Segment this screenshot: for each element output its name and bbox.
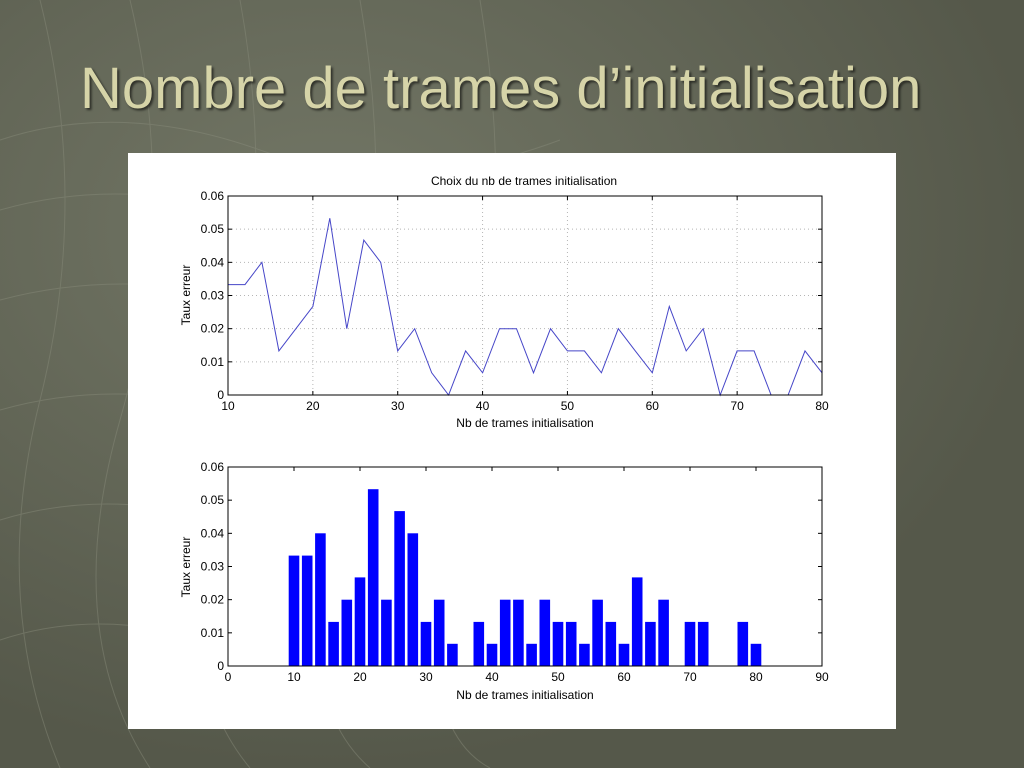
bar-chart-bar <box>658 600 669 666</box>
bar-chart-bar <box>434 600 445 666</box>
line-chart-y-tick-label: 0.05 <box>200 222 224 237</box>
bar-chart-bar <box>474 622 485 666</box>
bar-chart-bar <box>606 622 617 666</box>
bar-chart-bar <box>500 600 511 666</box>
bar-chart-x-tick-label: 0 <box>224 670 232 684</box>
bar-chart-bar <box>513 600 524 666</box>
bar-chart-bar <box>355 577 366 666</box>
bar-chart-bar <box>315 533 326 666</box>
line-chart-series-line <box>228 218 822 395</box>
line-chart-ticks <box>201 189 829 413</box>
bar-chart-bar <box>632 577 643 666</box>
line-chart-x-tick-label: 40 <box>475 399 490 413</box>
slide-title: Nombre de trames d’initialisation <box>80 56 922 121</box>
bar-chart-bar <box>553 622 564 666</box>
line-chart-x-tick-label: 10 <box>221 399 235 413</box>
line-chart-y-tick-label: 0.06 <box>200 189 224 203</box>
bar-chart <box>179 460 829 702</box>
line-chart-x-tick-label: 80 <box>815 399 829 413</box>
bar-chart-bar <box>342 600 353 666</box>
bar-chart-y-tick-label: 0.03 <box>200 559 224 574</box>
bar-chart-bar <box>685 622 696 666</box>
line-chart-y-tick-label: 0 <box>217 388 224 402</box>
bar-chart-bar <box>592 600 603 666</box>
bar-chart-y-tick-label: 0.01 <box>200 625 224 640</box>
bar-chart-x-tick-label: 70 <box>683 670 697 684</box>
bar-chart-x-tick-label: 60 <box>617 670 631 684</box>
line-chart <box>179 174 829 430</box>
bar-chart-y-tick-label: 0.06 <box>200 460 224 474</box>
bar-chart-bar <box>408 533 419 666</box>
bar-chart-x-tick-label: 40 <box>485 670 499 684</box>
line-chart-grid <box>228 196 822 395</box>
figure-panel <box>128 153 896 729</box>
bar-chart-bar <box>540 600 551 666</box>
bar-chart-x-tick-label: 10 <box>287 670 301 684</box>
line-chart-y-tick-label: 0.02 <box>200 321 224 336</box>
bar-chart-bar <box>394 511 405 666</box>
line-chart-x-tick-label: 50 <box>560 399 575 413</box>
bar-chart-bar <box>645 622 656 666</box>
line-chart-x-tick-label: 30 <box>391 399 405 413</box>
bar-chart-bar <box>302 556 313 666</box>
bar-chart-bar <box>421 622 432 666</box>
bar-chart-bar <box>579 644 590 666</box>
bar-chart-bar <box>368 489 379 666</box>
bar-chart-y-tick-label: 0.02 <box>200 592 224 607</box>
bar-chart-bar <box>381 600 392 666</box>
line-chart-x-tick-label: 70 <box>730 399 744 413</box>
figure-svg <box>128 153 896 729</box>
bar-chart-x-tick-label: 80 <box>749 670 763 684</box>
bar-chart-xlabel: Nb de trames initialisation <box>456 688 594 702</box>
line-chart-x-tick-label: 60 <box>645 399 659 413</box>
bar-chart-x-tick-label: 20 <box>353 670 367 684</box>
bar-chart-bar <box>619 644 630 666</box>
line-chart-ylabel: Taux erreur <box>179 264 193 326</box>
line-chart-xlabel: Nb de trames initialisation <box>456 416 594 430</box>
bar-chart-bar <box>289 556 300 666</box>
bar-chart-bar <box>738 622 749 666</box>
bar-chart-bar <box>566 622 577 666</box>
bar-chart-bar <box>328 622 339 666</box>
bar-chart-x-tick-label: 90 <box>815 670 829 684</box>
bar-chart-y-tick-label: 0 <box>217 659 224 673</box>
bar-chart-data <box>289 489 762 666</box>
bar-chart-x-tick-label: 30 <box>419 670 433 684</box>
bar-chart-bar <box>487 644 498 666</box>
bar-chart-bar <box>526 644 537 666</box>
bar-chart-ylabel: Taux erreur <box>179 536 193 598</box>
bar-chart-y-tick-label: 0.04 <box>200 526 224 541</box>
bar-chart-x-tick-label: 50 <box>551 670 565 684</box>
bar-chart-bar <box>698 622 709 666</box>
line-chart-y-tick-label: 0.04 <box>200 255 224 270</box>
bar-chart-bar <box>751 644 762 666</box>
line-chart-title: Choix du nb de trames initialisation <box>430 174 618 188</box>
line-chart-x-tick-label: 20 <box>306 399 320 413</box>
line-chart-y-tick-label: 0.01 <box>200 354 224 369</box>
line-chart-data <box>228 218 822 395</box>
bar-chart-bar <box>447 644 458 666</box>
line-chart-y-tick-label: 0.03 <box>200 288 224 303</box>
bar-chart-y-tick-label: 0.05 <box>200 493 224 508</box>
